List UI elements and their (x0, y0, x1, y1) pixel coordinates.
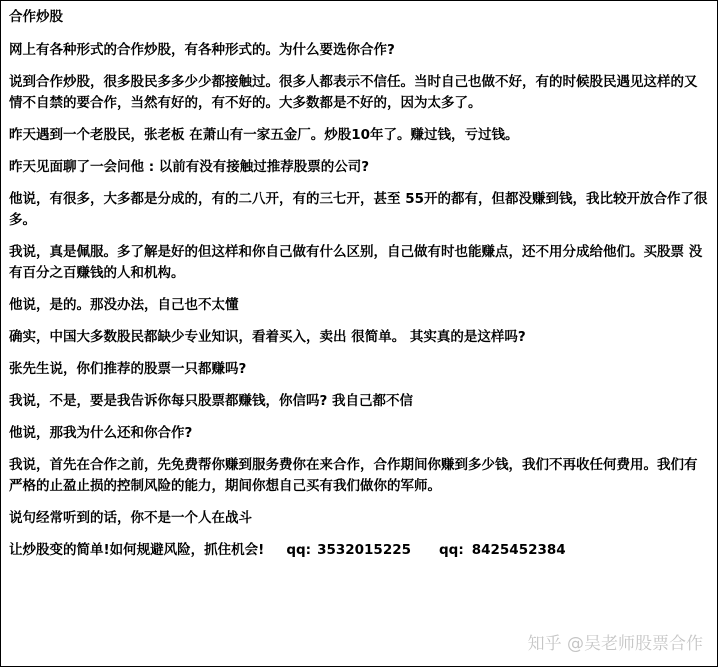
paragraph: 张先生说，你们推荐的股票一只都赚吗? (9, 361, 247, 377)
qq-number-second: 8425452384 (471, 542, 566, 558)
paragraph: 确实，中国大多数股民都缺少专业知识，看着买入，卖出 很简单。 其实真的是这样吗? (9, 329, 526, 345)
qq-label-second: qq: (439, 542, 464, 558)
paragraph: 我说，真是佩服。多了解是好的但这样和你自己做有什么区别，自己做有时也能赚点，还不用分成给他们。买股票 没有百分之百赚钱的人和机构。 (9, 244, 703, 281)
zhihu-watermark: 知乎 @吴老师股票合作 (527, 634, 703, 654)
paragraph: 网上有各种形式的合作炒股，有各种形式的。为什么要选你合作? (9, 42, 395, 58)
footer-contact-line (9, 540, 709, 561)
paragraph: 他说，是的。那没办法，自己也不太懂 (9, 297, 239, 313)
paragraph: 昨天见面聊了一会问他 : 以前有没有接触过推荐股票的公司? (9, 159, 370, 175)
document-title: 合作炒股 (9, 9, 63, 25)
paragraph: 他说，有很多，大多都是分成的，有的二八开，有的三七开，甚至 55开的都有，但都没赚到钱，我比较开放合作了很多。 (9, 191, 708, 228)
paragraph: 我说，首先在合作之前，先免费帮你赚到服务费你在来合作，合作期间你赚到多少钱，我们不再收任何费用。我们有严格的止盈止损的控制风险的能力，期间你想自己买有我们做你的军师。 (9, 457, 698, 494)
footer-slogan: 让炒股变的简单!如何规避风险，抓住机会! (9, 542, 265, 558)
paragraph: 我说，不是，要是我告诉你每只股票都赚钱，你信吗? 我自己都不信 (9, 393, 414, 409)
paragraph: 他说，那我为什么还和你合作? (9, 425, 193, 441)
document-content (1, 1, 717, 561)
qq-label: qq: (286, 542, 312, 558)
paragraph: 说到合作炒股，很多股民多多少少都接触过。很多人都表示不信任。当时自己也做不好，有的时候股民遇见这样的又情不自禁的要合作，当然有好的，有不好的。大多数都是不好的，因为太多了。 (9, 74, 698, 111)
qq-number: 3532015225 (317, 542, 411, 558)
paragraph: 说句经常听到的话，你不是一个人在战斗 (9, 510, 252, 526)
paragraph: 昨天遇到一个老股民，张老板 在萧山有一家五金厂。炒股10年了。赚过钱，亏过钱。 (9, 127, 519, 143)
